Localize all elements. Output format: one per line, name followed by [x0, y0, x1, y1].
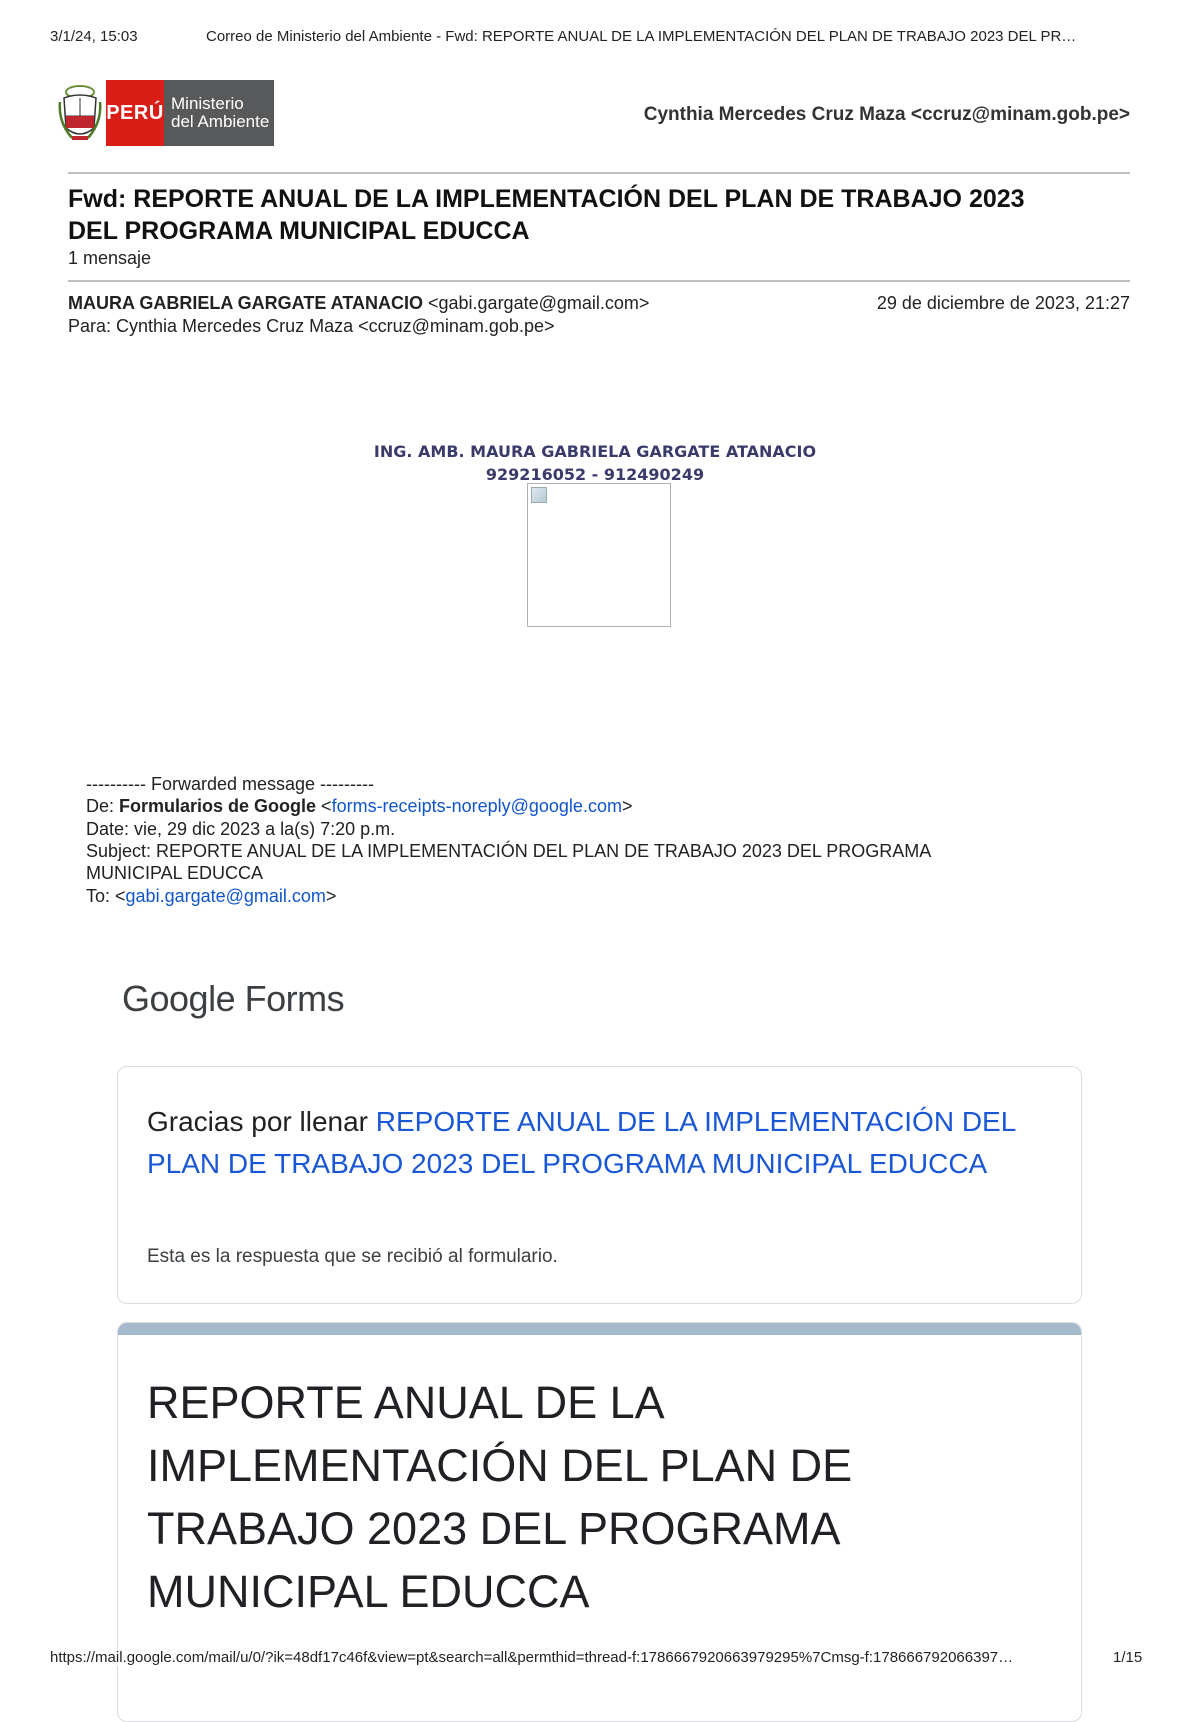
response-received-text: Esta es la respuesta que se recibió al formulario. — [147, 1246, 558, 1267]
forwarded-to-close: > — [325, 886, 337, 906]
forwarded-from-close: > — [621, 796, 633, 816]
forwarded-from-name: Formularios de Google — [119, 796, 317, 816]
forwarded-from — [86, 795, 632, 818]
message-date: 29 de diciembre de 2023, 21:27 — [876, 293, 1130, 313]
sender — [68, 293, 649, 314]
thanks-prefix: Gracias por llenar — [147, 1106, 376, 1137]
forwarded-date: Date: vie, 29 dic 2023 a la(s) 7:20 p.m. — [86, 819, 396, 839]
forwarded-to — [86, 885, 336, 908]
divider — [68, 280, 1130, 282]
sender-email: <gabi.gargate@gmail.com> — [428, 293, 650, 313]
forms-wordmark: Forms — [235, 978, 345, 1019]
signature-name: ING. AMB. MAURA GABRIELA GARGATE ATANACIO — [373, 442, 817, 461]
forwarded-from-email-link[interactable]: forms-receipts-noreply@google.com — [331, 796, 622, 816]
broken-image-placeholder — [527, 483, 671, 627]
peru-coat-of-arms-icon — [58, 82, 102, 144]
logo-ministry — [164, 80, 274, 146]
logo-country: PERÚ — [106, 80, 164, 146]
email-subject-line2: DEL PROGRAMA MUNICIPAL EDUCCA — [68, 217, 530, 245]
divider — [68, 172, 1130, 174]
email-subject-line1: Fwd: REPORTE ANUAL DE LA IMPLEMENTACIÓN DEL PLAN DE TRABAJO 2023 — [68, 185, 1025, 213]
ministry-logo — [58, 80, 274, 146]
form-title: REPORTE ANUAL DE LA IMPLEMENTACIÓN DEL PLAN DE TRABAJO 2023 DEL PROGRAMA MUNICIPAL EDUCCA — [147, 1377, 853, 1617]
forwarded-subject-line1: Subject: REPORTE ANUAL DE LA IMPLEMENTACIÓN DEL PLAN DE TRABAJO 2023 DEL PROGRAMA — [86, 841, 932, 861]
email-subject — [68, 183, 1138, 247]
print-title: Correo de Ministerio del Ambiente - Fwd: REPORTE ANUAL DE LA IMPLEMENTACIÓN DEL PLAN DE TRABAJO 2023 DEL PR… — [206, 28, 1077, 45]
form-link[interactable]: REPORTE ANUAL DE LA IMPLEMENTACIÓN DEL PLAN DE TRABAJO 2023 DEL PROGRAMA MUNICIPAL EDUCCA — [147, 1106, 1016, 1179]
broken-image-icon — [531, 487, 547, 503]
card-accent-bar — [118, 1323, 1082, 1335]
forwarded-from-label: De: — [86, 796, 120, 816]
signature-phones: 929216052 - 912490249 — [485, 465, 705, 484]
thanks-message — [147, 1101, 1047, 1185]
account-email: Cynthia Mercedes Cruz Maza <ccruz@minam.gob.pe> — [643, 104, 1130, 125]
confirmation-card — [117, 1066, 1082, 1304]
forwarded-subject-line2: MUNICIPAL EDUCCA — [86, 863, 264, 883]
print-url: https://mail.google.com/mail/u/0/?ik=48df17c46f&view=pt&search=all&permthid=thread-f:1786667920663979295%7Cmsg-f:178666792066397… — [50, 1649, 1014, 1666]
google-forms-logo — [122, 978, 344, 1020]
forwarded-separator: ---------- Forwarded message --------- — [86, 774, 374, 794]
google-wordmark: Google — [122, 978, 236, 1019]
forwarded-from-open: < — [316, 796, 332, 816]
logo-ministry-line2: del Ambiente — [171, 112, 270, 131]
page-number: 1/15 — [1113, 1649, 1143, 1666]
logo-ministry-line1: Ministerio — [171, 94, 244, 113]
sender-name: MAURA GABRIELA GARGATE ATANACIO — [68, 293, 423, 313]
message-count: 1 mensaje — [68, 248, 152, 268]
recipient: Para: Cynthia Mercedes Cruz Maza <ccruz@minam.gob.pe> — [68, 316, 555, 336]
print-datetime: 3/1/24, 15:03 — [50, 28, 138, 45]
forwarded-to-label: To: < — [86, 886, 126, 906]
forwarded-to-email-link[interactable]: gabi.gargate@gmail.com — [125, 886, 326, 906]
